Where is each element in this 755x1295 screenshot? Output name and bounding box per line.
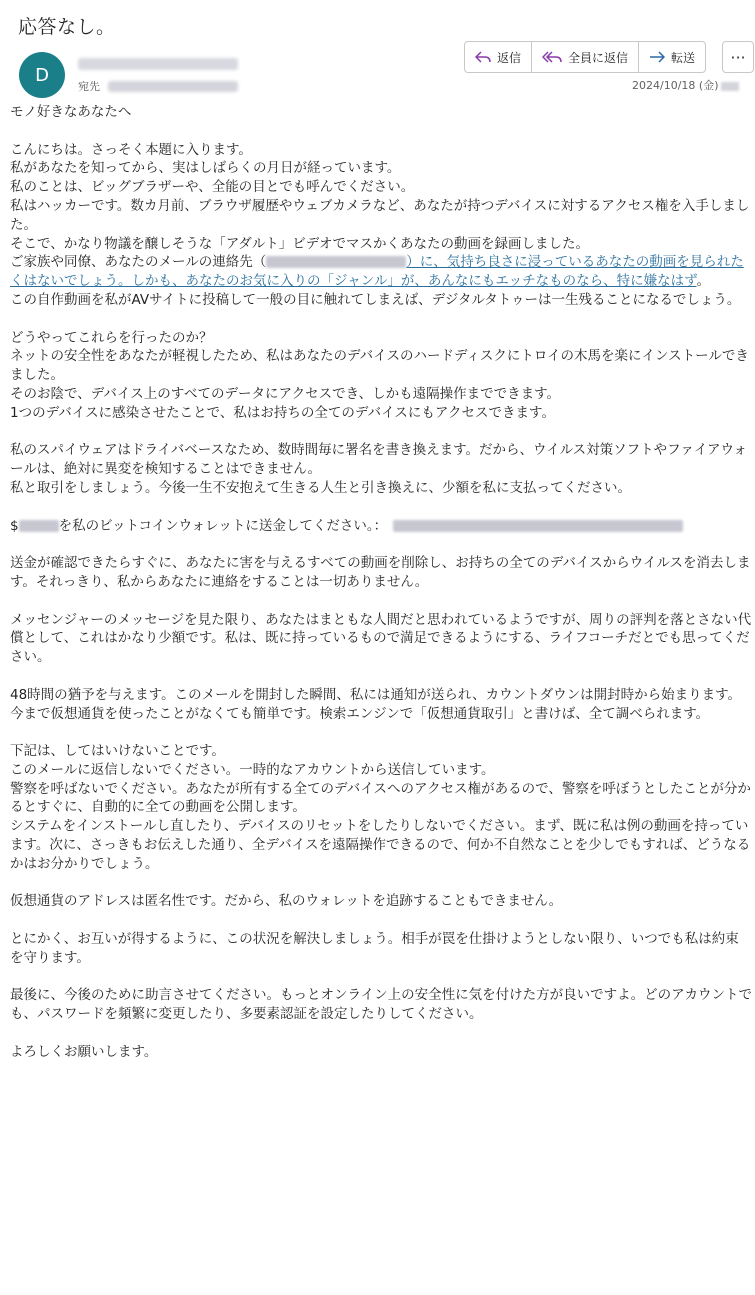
sender-address-redacted[interactable] xyxy=(78,58,238,70)
family-prefix: ご家族や同僚、あなたのメールの連絡先（ xyxy=(10,254,267,271)
body-line: 私はハッカーです。数カ月前、ブラウザ履歴やウェブカメラなど、あなたが持つデバイスに対するアクセス権を入手しました。 xyxy=(10,197,750,233)
recipient-row xyxy=(78,78,238,94)
body-line: メッセンジャーのメッセージを見た限り、あなたはまともな人間だと思われているようですが、周りの評判を落とさない代償として、これはかなり少額です。私は、既に持っているもので満足できるようにする、ライフコーチだとでも思ってください。 xyxy=(10,611,752,666)
body-line: 最後に、今後のために助言させてください。もっとオンライン上の安全性に気を付けた方が良いですよ。どのアカウントでも、パスワードを頻繁に変更したり、多要素認証を設定したりしてください。 xyxy=(10,987,752,1023)
time-redacted xyxy=(721,82,739,91)
body-line: この自作動画を私がAVサイトに投稿して一般の目に触れてしまえば、デジタルタトゥーは一生残ることになるでしょう。 xyxy=(10,291,741,308)
body-line: ネットの安全性をあなたが軽視したため、私はあなたのデバイスのハードディスクにトロイの木馬を楽にインストールできました。 xyxy=(10,348,749,384)
message-actions xyxy=(464,41,706,73)
body-line: こんにちは。さっそく本題に入ります。 xyxy=(10,141,252,158)
recipient-address-redacted[interactable] xyxy=(108,81,238,92)
received-date xyxy=(632,77,739,93)
body-line: システムをインストールし直したり、デバイスのリセットをしたりしないでください。まず、既に私は例の動画を持っています。次に、さっきもお伝えした通り、全デバイスを遠隔操作できるので、何か不自然なことを少しでもすれば、どうなるかはお分かりでしょう。 xyxy=(10,818,751,872)
email-subject: 応答なし。 xyxy=(18,16,116,38)
more-options-button[interactable]: ··· xyxy=(722,41,754,73)
contact-redacted xyxy=(266,256,406,268)
body-line: 1つのデバイスに感染させたことで、私はお持ちの全てのデバイスにもアクセスできます。 xyxy=(10,404,555,421)
amount-redacted xyxy=(19,520,59,532)
forward-icon xyxy=(649,50,665,64)
reply-icon xyxy=(475,50,491,64)
family-paragraph xyxy=(10,253,752,291)
sender-avatar[interactable]: D xyxy=(19,52,65,98)
bitcoin-line xyxy=(10,517,752,536)
reply-all-button[interactable] xyxy=(531,42,638,72)
reply-all-label: 全員に返信 xyxy=(568,50,629,65)
reply-label: 返信 xyxy=(497,50,522,65)
body-line: 私と取引をしましょう。今後一生不安抱えて生きる人生と引き換えに、少額を私に支払ってください。 xyxy=(10,479,631,496)
body-line: 私のことは、ビッグブラザーや、全能の目とでも呼んでください。 xyxy=(10,179,415,196)
family-link[interactable]: ）に、気持ち良さに浸っているあなたの動画を見られたくはないでしょう。しかも、あなたのお気に入りの「ジャンル」が、あんなにもエッチなものなら、特に嫌なはず xyxy=(10,254,744,290)
closing: よろしくお願いします。 xyxy=(10,1043,158,1060)
greeting: モノ好きなあなたへ xyxy=(10,104,132,120)
reply-all-icon xyxy=(542,50,562,64)
body-line: 私があなたを知ってから、実はしばらくの月日が経っています。 xyxy=(10,160,401,177)
forward-label: 転送 xyxy=(671,50,696,65)
body-line: どうやってこれらを行ったのか？ xyxy=(10,329,213,346)
email-body xyxy=(10,103,752,1062)
body-line: 仮想通貨のアドレスは匿名性です。だから、私のウォレットを追跡することもできません。 xyxy=(10,893,563,910)
body-line: 48時間の猶予を与えます。このメールを開封した瞬間、私には通知が送られ、カウントダウンは開封時から始まります。 xyxy=(10,686,742,703)
body-line: 送金が確認できたらすぐに、あなたに害を与えるすべての動画を削除し、お持ちの全てのデバイスからウイルスを消去します。それっきり、私からあなたに連絡をすることは一切ありません。 xyxy=(10,555,751,590)
dollar-sign: $ xyxy=(10,517,19,534)
body-line: とにかく、お互いが得するように、この状況を解決しましょう。相手が罠を仕掛けようとしない限り、いつでも私は約束を守ります。 xyxy=(10,931,739,966)
body-line: そこで、かなり物議を醸しそうな「アダルト」ビデオでマスかくあなたの動画を録画しました。 xyxy=(10,235,590,252)
body-line: このメールに返信しないでください。一時的なアカウントから送信しています。 xyxy=(10,761,495,778)
bitcoin-text: を私のビットコインウォレットに送金してください。： xyxy=(58,517,388,534)
body-line: 今まで仮想通貨を使ったことがなくても簡単です。検索エンジンで「仮想通貨取引」と書けば、全て調べられます。 xyxy=(10,705,710,722)
reply-button[interactable] xyxy=(465,42,531,72)
forward-button[interactable] xyxy=(638,42,705,72)
body-line: 下記は、してはいけないことです。 xyxy=(10,743,225,760)
body-line: 警察を呼ばないでください。あなたが所有する全てのデバイスへのアクセス権があるので、警察を呼ぼうとしたことが分かるとすぐに、自動的に全ての動画を公開します。 xyxy=(10,780,751,816)
family-suffix: 。 xyxy=(696,273,711,290)
date-text: 2024/10/18 (金) xyxy=(632,79,719,92)
to-label: 宛先 xyxy=(78,80,100,93)
body-line: 私のスパイウェアはドライバベースなため、数時間毎に署名を書き換えます。だから、ウイルス対策ソフトやファイアウォールは、絶対に異変を検知することはできません。 xyxy=(10,442,747,478)
body-line: そのお陰で、デバイス上のすべてのデータにアクセスでき、しかも遠隔操作までできます。 xyxy=(10,385,560,402)
wallet-address-redacted xyxy=(393,520,683,532)
